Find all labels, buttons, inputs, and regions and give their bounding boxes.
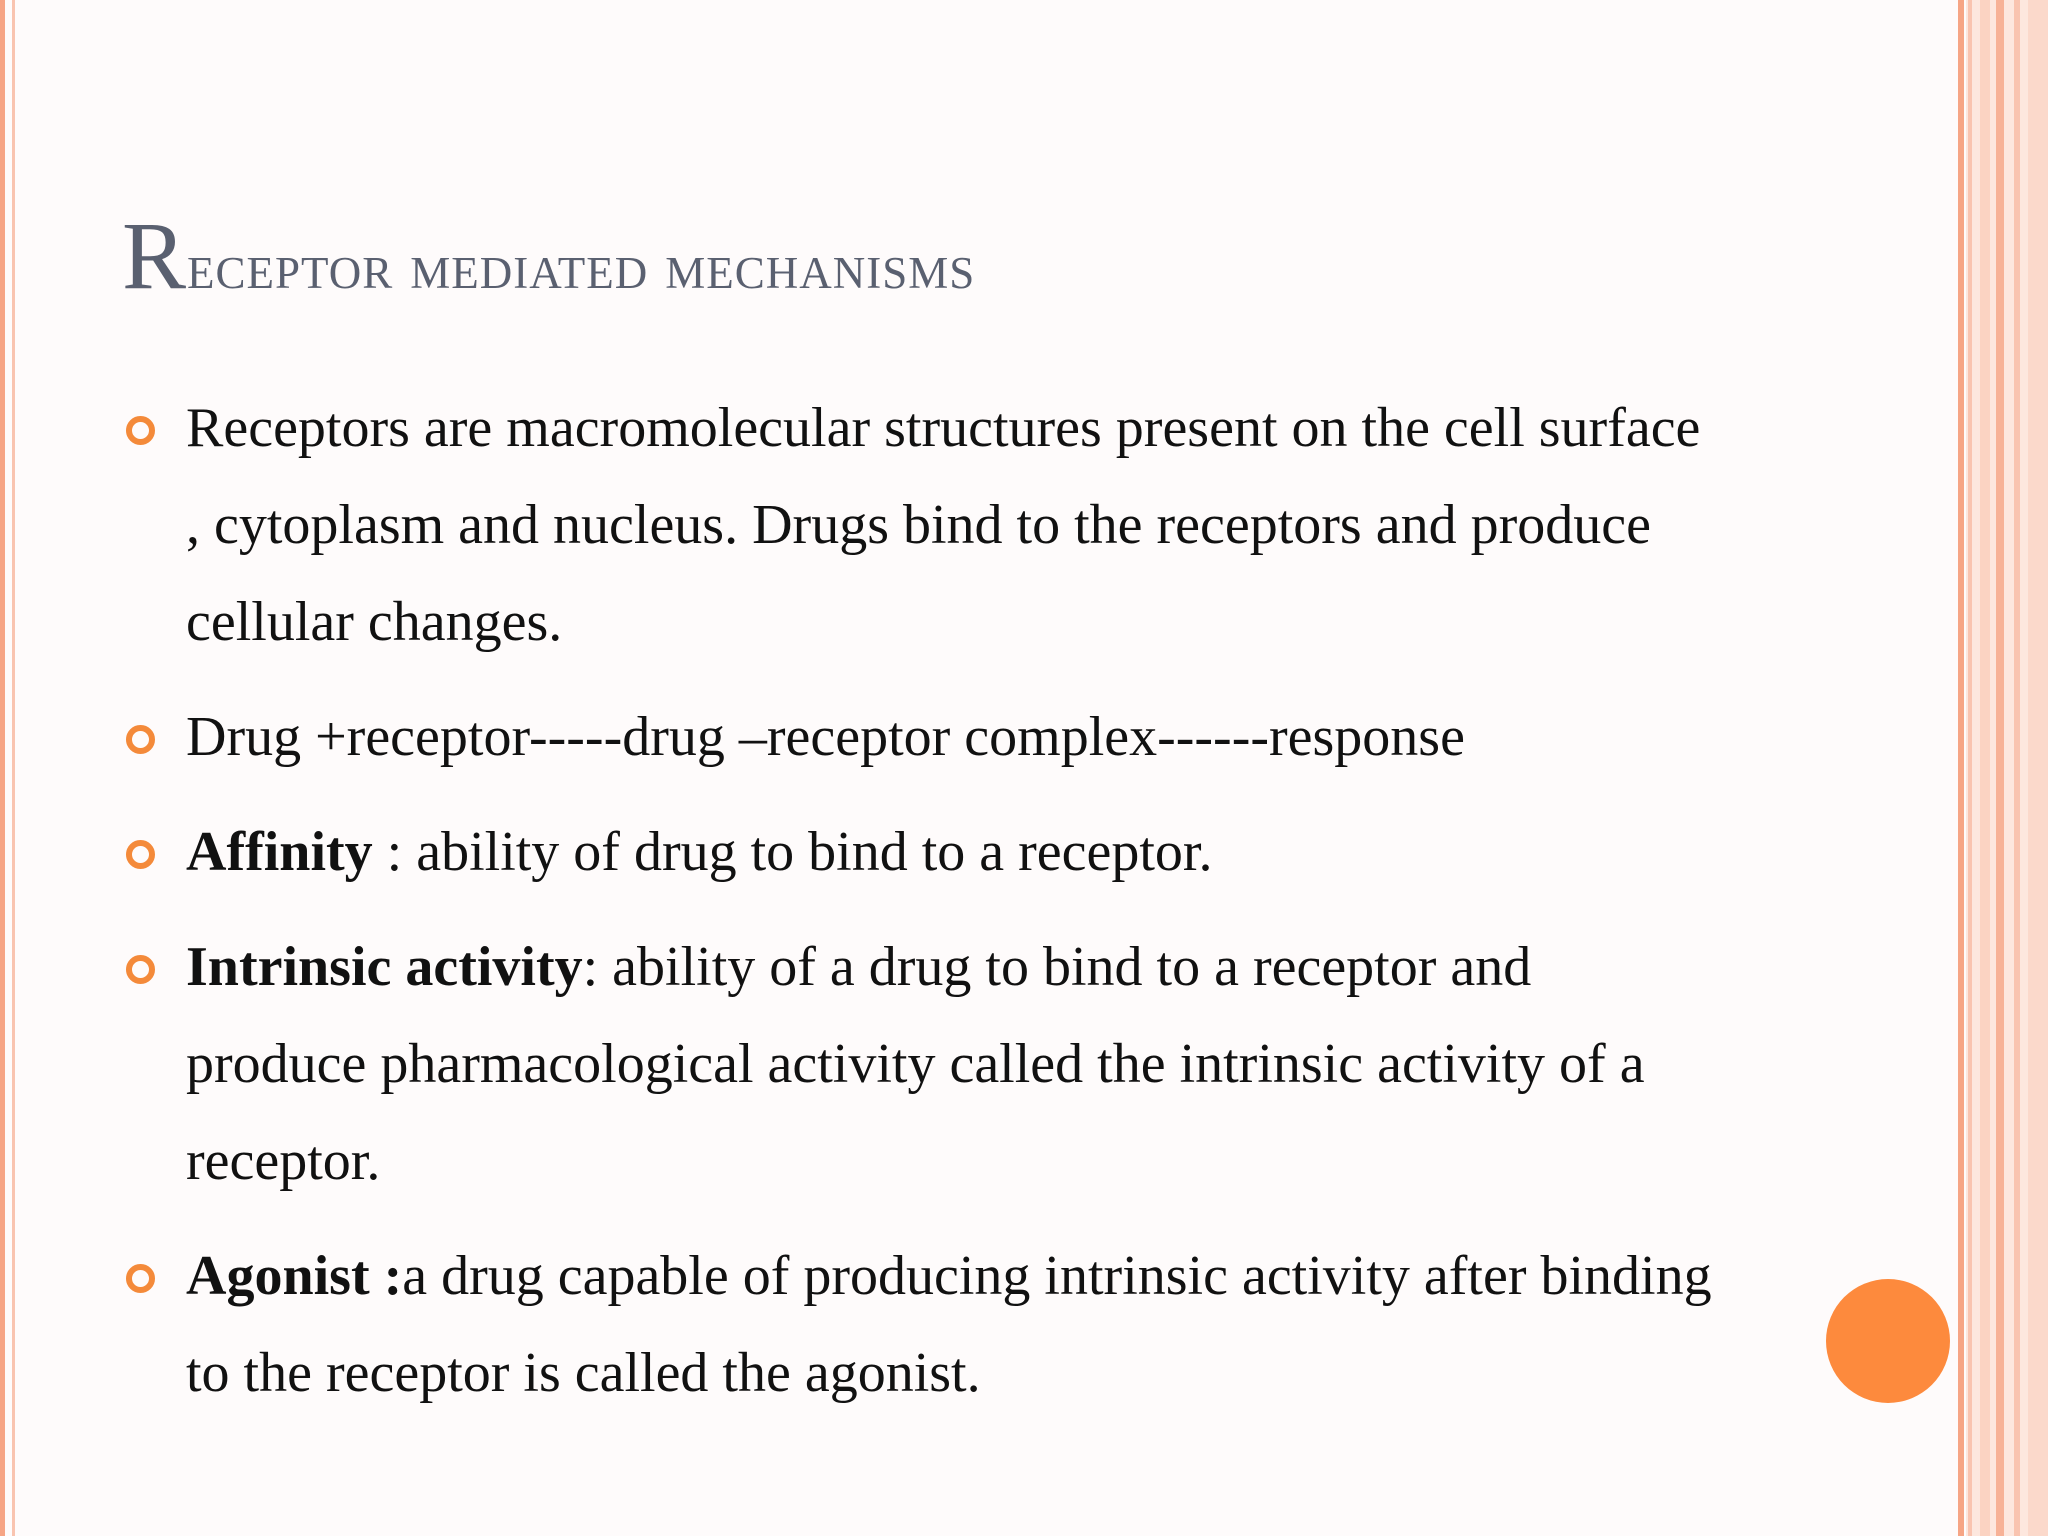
list-item: [122, 1228, 1722, 1422]
right-stripe: [1996, 0, 2004, 1536]
ring-bullet-icon: [126, 416, 155, 445]
bullet-term: Agonist :: [186, 1245, 403, 1307]
right-stripe: [2028, 0, 2048, 1536]
list-item: [122, 380, 1722, 671]
bullet-text: Receptors are macromolecular structures present on the cell surface , cytoplasm and nucleus. Drugs bind to the receptors and produce cellular changes.: [186, 397, 1701, 653]
list-item: [122, 804, 1722, 901]
list-item: [122, 919, 1722, 1210]
right-stripe: [1958, 0, 1964, 1536]
title-initial: R: [122, 202, 188, 309]
ring-bullet-icon: [126, 1264, 155, 1293]
title-rest: eceptor mediated mechanisms: [187, 231, 976, 302]
bullet-text: : ability of drug to bind to a receptor.: [372, 821, 1213, 883]
right-stripe: [1968, 0, 1972, 1536]
bullet-list: [122, 380, 1722, 1440]
slide-title: [122, 200, 975, 311]
bullet-term: Intrinsic activity: [186, 936, 583, 998]
left-border-line-inner: [12, 0, 15, 1536]
right-stripe: [1980, 0, 1990, 1536]
ring-bullet-icon: [126, 840, 155, 869]
right-stripe: [2014, 0, 2020, 1536]
left-border-line: [0, 0, 5, 1536]
bullet-text: a drug capable of producing intrinsic activity after binding to the receptor is called the agonist.: [186, 1245, 1712, 1404]
bullet-text: Drug +receptor-----drug –receptor complex------response: [186, 706, 1465, 768]
orange-circle-icon: [1826, 1279, 1950, 1403]
ring-bullet-icon: [126, 725, 155, 754]
bullet-text: : ability of a drug to bind to a receptor and produce pharmacological activity called the intrinsic activity of a receptor.: [186, 936, 1645, 1192]
list-item: [122, 689, 1722, 786]
bullet-term: Affinity: [186, 821, 373, 883]
ring-bullet-icon: [126, 955, 155, 984]
